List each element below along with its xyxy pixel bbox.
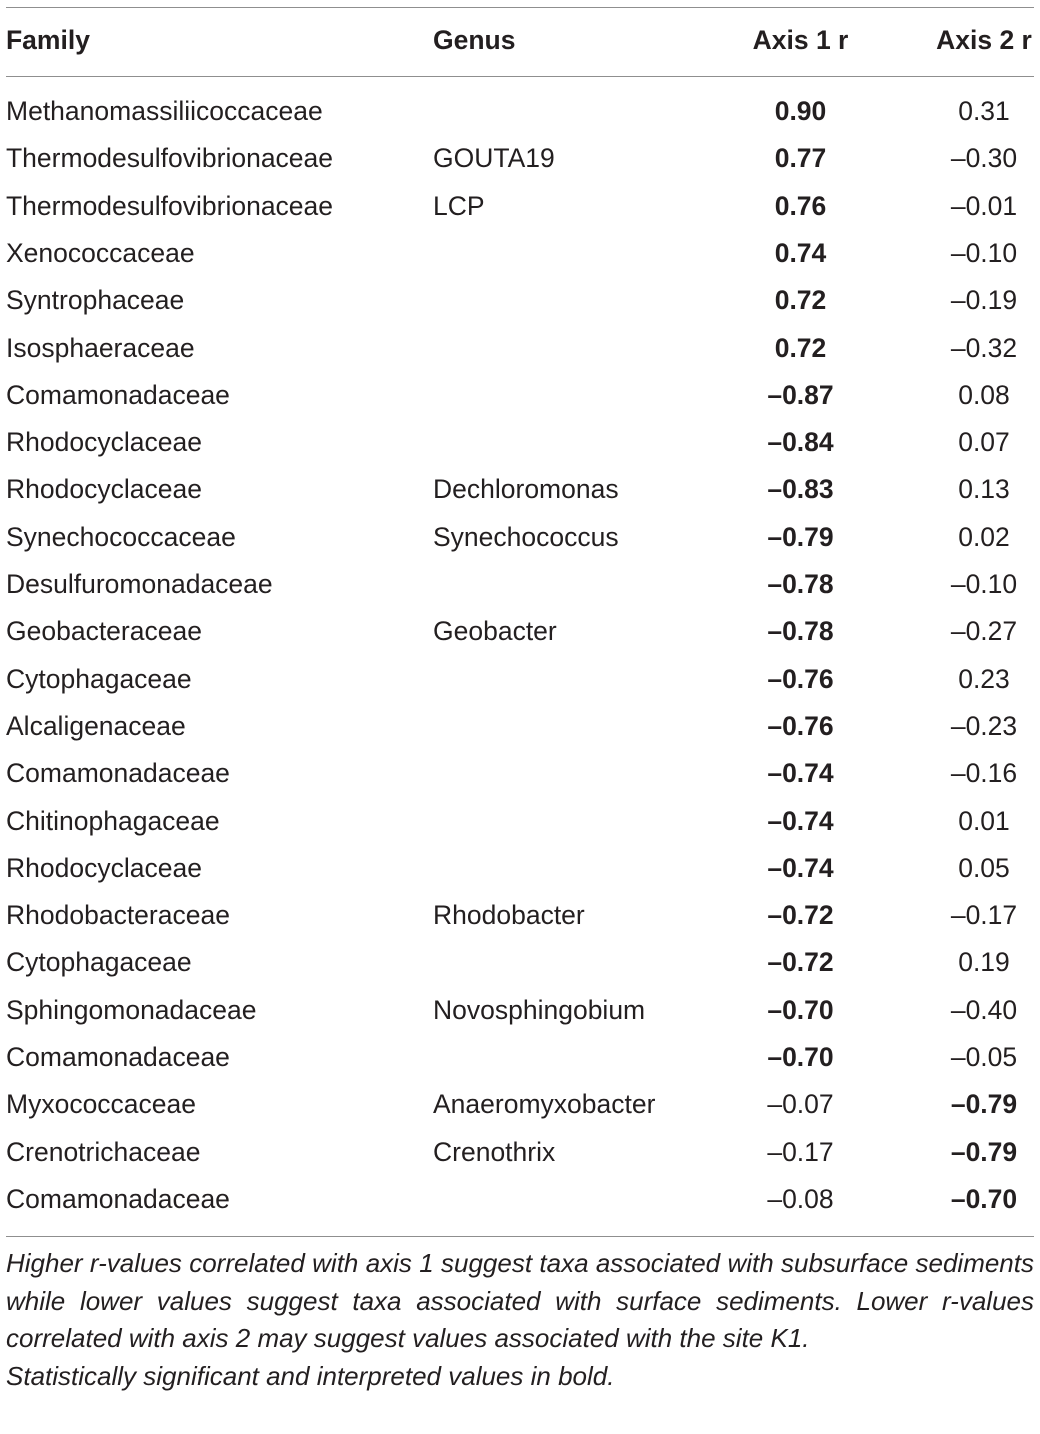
cell-genus: Dechloromonas <box>433 474 619 505</box>
cell-axis2: 0.13 <box>958 474 1010 505</box>
cell-axis1: –0.07 <box>767 1089 834 1120</box>
cell-genus: Geobacter <box>433 616 557 647</box>
cell-axis2: 0.02 <box>958 521 1010 552</box>
table-row <box>0 561 1040 608</box>
cell-axis1: 0.72 <box>774 285 827 316</box>
cell-family: Xenococcaceae <box>6 237 195 268</box>
cell-axis2: –0.40 <box>950 994 1018 1025</box>
header-family: Family <box>6 25 90 55</box>
cell-family: Rhodocyclaceae <box>6 852 202 883</box>
table-row <box>0 750 1040 797</box>
cell-axis1: –0.84 <box>767 427 834 458</box>
header-axis2: Axis 2 r <box>936 25 1032 55</box>
cell-family: Comamonadaceae <box>6 1183 230 1214</box>
cell-family: Alcaligenaceae <box>6 710 186 741</box>
cell-axis2: 0.08 <box>958 379 1010 410</box>
cell-axis1: –0.83 <box>767 474 834 505</box>
table-row <box>0 703 1040 750</box>
cell-axis1: –0.72 <box>767 900 834 931</box>
cell-axis1: –0.70 <box>767 994 834 1025</box>
cell-axis2: –0.17 <box>950 900 1018 931</box>
cell-axis2: 0.05 <box>958 852 1010 883</box>
cell-axis1: –0.79 <box>767 521 834 552</box>
cell-family: Rhodocyclaceae <box>6 474 202 505</box>
cell-axis1: –0.70 <box>767 1042 834 1072</box>
cell-axis1: –0.74 <box>767 852 834 883</box>
cell-axis1: 0.76 <box>774 190 827 221</box>
cell-family: Cytophagaceae <box>6 947 192 978</box>
table-row <box>0 230 1040 277</box>
footnote-correlation: Higher r-values correlated with axis 1 suggest taxa associated with subsurface sediments while lower values suggest taxa associated with surface sediments. Lower r-values correlated with axis 2 may suggest values associated with the site K1. <box>6 1248 1034 1353</box>
cell-axis2: –0.32 <box>950 332 1018 363</box>
cell-family: Sphingomonadaceae <box>6 994 257 1025</box>
bottom-rule <box>6 1236 1034 1237</box>
table-row <box>0 987 1040 1034</box>
cell-family: Cytophagaceae <box>6 663 192 694</box>
cell-family: Comamonadaceae <box>6 379 230 410</box>
cell-axis2: –0.23 <box>950 710 1018 741</box>
cell-genus: Novosphingobium <box>433 994 646 1025</box>
cell-family: Geobacteraceae <box>6 616 202 647</box>
table-row <box>0 325 1040 372</box>
cell-axis1: 0.77 <box>774 143 827 174</box>
cell-family: Methanomassiliicoccaceae <box>6 96 323 126</box>
cell-axis2: –0.10 <box>950 569 1018 599</box>
cell-family: Synechococcaceae <box>6 521 236 552</box>
cell-genus: Crenothrix <box>433 1136 556 1167</box>
table-row <box>0 183 1040 230</box>
table-row <box>0 1081 1040 1128</box>
cell-family: Rhodobacteraceae <box>6 900 230 931</box>
cell-genus: Rhodobacter <box>433 900 585 931</box>
cell-axis2: –0.30 <box>950 143 1018 174</box>
cell-axis1: 0.74 <box>774 237 827 268</box>
table-row <box>0 939 1040 986</box>
cell-genus: Anaeromyxobacter <box>433 1089 656 1120</box>
table-row <box>0 88 1040 135</box>
cell-axis1: –0.76 <box>767 663 834 694</box>
cell-axis2: –0.79 <box>950 1089 1018 1120</box>
cell-family: Chitinophagaceae <box>6 805 220 836</box>
cell-axis2: –0.01 <box>950 190 1018 221</box>
cell-axis1: –0.74 <box>767 805 834 836</box>
cell-family: Crenotrichaceae <box>6 1136 201 1167</box>
cell-family: Rhodocyclaceae <box>6 427 202 458</box>
header-genus: Genus <box>433 25 516 55</box>
cell-axis2: –0.27 <box>950 616 1018 647</box>
cell-family: Comamonadaceae <box>6 1042 230 1072</box>
cell-axis2: –0.10 <box>950 237 1018 268</box>
cell-axis1: –0.08 <box>767 1183 834 1214</box>
cell-axis2: –0.19 <box>950 285 1018 316</box>
cell-axis2: –0.05 <box>950 1042 1018 1072</box>
cell-axis1: –0.87 <box>767 379 834 410</box>
header-rule <box>6 76 1034 77</box>
cell-axis2: 0.07 <box>958 427 1010 458</box>
table-row <box>0 419 1040 466</box>
table-row <box>0 1034 1040 1081</box>
table-footnotes <box>6 1245 1034 1395</box>
cell-genus: LCP <box>433 190 485 221</box>
table-row <box>0 656 1040 703</box>
footnote-bold: Statistically significant and interpreted values in bold. <box>6 1360 615 1391</box>
cell-axis2: 0.01 <box>958 805 1010 836</box>
table-row <box>0 514 1040 561</box>
cell-axis2: 0.31 <box>958 96 1010 126</box>
table-row <box>0 1176 1040 1223</box>
table-row <box>0 892 1040 939</box>
cell-axis1: –0.72 <box>767 947 834 978</box>
table-row <box>0 372 1040 419</box>
table-row <box>0 798 1040 845</box>
table-row <box>0 135 1040 182</box>
cell-axis2: –0.70 <box>950 1183 1018 1214</box>
header-axis1: Axis 1 r <box>752 25 849 55</box>
cell-axis1: –0.78 <box>767 616 834 647</box>
cell-genus: Synechococcus <box>433 521 619 552</box>
table-row <box>0 277 1040 324</box>
top-rule <box>6 7 1034 8</box>
cell-family: Isosphaeraceae <box>6 332 195 363</box>
cell-axis1: –0.17 <box>767 1136 834 1167</box>
cell-family: Syntrophaceae <box>6 285 185 316</box>
cell-family: Thermodesulfovibrionaceae <box>6 143 334 174</box>
cell-family: Myxococcaceae <box>6 1089 197 1120</box>
cell-genus: GOUTA19 <box>433 143 555 174</box>
table-row <box>0 1129 1040 1176</box>
cell-family: Comamonadaceae <box>6 758 230 789</box>
cell-axis1: –0.74 <box>767 758 834 789</box>
cell-axis1: 0.90 <box>774 96 827 126</box>
table-row <box>0 845 1040 892</box>
cell-axis1: –0.76 <box>767 710 834 741</box>
cell-axis2: –0.79 <box>950 1136 1018 1167</box>
cell-axis2: –0.16 <box>950 758 1018 789</box>
cell-axis2: 0.23 <box>958 663 1010 694</box>
table-row <box>0 466 1040 513</box>
cell-axis2: 0.19 <box>958 947 1010 978</box>
cell-family: Thermodesulfovibrionaceae <box>6 190 334 221</box>
cell-axis1: –0.78 <box>767 569 834 599</box>
table-row <box>0 608 1040 655</box>
table-header <box>0 17 1040 64</box>
cell-axis1: 0.72 <box>774 332 827 363</box>
cell-family: Desulfuromonadaceae <box>6 569 273 599</box>
